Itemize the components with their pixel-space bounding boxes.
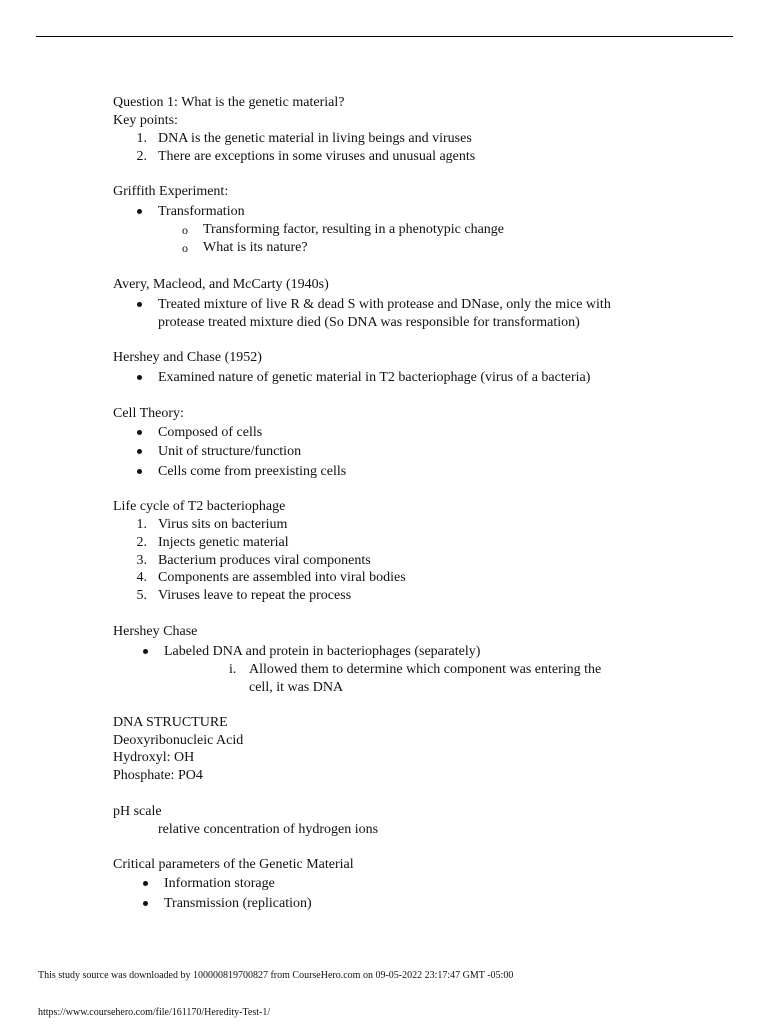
list-item: Treated mixture of live R & dead S with protease and DNase, only the mice with xyxy=(158,297,611,312)
bullet-icon xyxy=(137,449,142,454)
list-item: Information storage xyxy=(164,876,275,891)
dna-line: Hydroxyl: OH xyxy=(113,750,195,765)
list-item: Transforming factor, resulting in a phenotypic change xyxy=(203,222,505,237)
list-item: Injects genetic material xyxy=(158,535,289,550)
section-heading-cell-theory: Cell Theory: xyxy=(113,406,184,421)
header-rule xyxy=(36,36,733,37)
list-number: 3. xyxy=(136,553,147,568)
list-item: Transformation xyxy=(158,204,245,219)
section-heading-griffith: Griffith Experiment: xyxy=(113,184,229,199)
section-heading-life-cycle: Life cycle of T2 bacteriophage xyxy=(113,499,286,514)
sub-bullet-icon: o xyxy=(182,223,188,237)
list-item: Examined nature of genetic material in T2 bacteriophage (virus of a bacteria) xyxy=(158,370,591,385)
list-item: Virus sits on bacterium xyxy=(158,517,288,532)
list-number: 2. xyxy=(136,149,147,164)
list-item: Bacterium produces viral components xyxy=(158,553,371,568)
section-heading-avery: Avery, Macleod, and McCarty (1940s) xyxy=(113,277,329,292)
list-item-continuation: protease treated mixture died (So DNA was responsible for transformation) xyxy=(158,315,580,330)
bullet-icon xyxy=(137,209,142,214)
list-number: 1. xyxy=(136,131,147,146)
list-item: Components are assembled into viral bodies xyxy=(158,570,406,585)
bullet-icon xyxy=(143,901,148,906)
list-number: 1. xyxy=(136,517,147,532)
roman-numeral: i. xyxy=(229,662,237,677)
section-heading-hershey-chase: Hershey Chase xyxy=(113,624,198,639)
section-heading-ph: pH scale xyxy=(113,804,162,819)
bullet-icon xyxy=(137,302,142,307)
list-item: DNA is the genetic material in living beings and viruses xyxy=(158,131,472,146)
dna-line: Deoxyribonucleic Acid xyxy=(113,733,244,748)
section-heading-dna-structure: DNA STRUCTURE xyxy=(113,715,228,730)
source-url[interactable]: https://www.coursehero.com/file/161170/Heredity-Test-1/ xyxy=(38,1007,271,1018)
list-item: Labeled DNA and protein in bacteriophages (separately) xyxy=(164,644,481,659)
list-item-continuation: cell, it was DNA xyxy=(249,680,344,695)
sub-bullet-icon: o xyxy=(182,241,188,255)
list-item: What is its nature? xyxy=(203,240,308,255)
list-item: Transmission (replication) xyxy=(164,896,312,911)
list-number: 5. xyxy=(136,588,147,603)
bullet-icon xyxy=(137,469,142,474)
list-number: 4. xyxy=(136,570,147,585)
list-item: Unit of structure/function xyxy=(158,444,302,459)
dna-line: Phosphate: PO4 xyxy=(113,768,203,783)
ph-definition: relative concentration of hydrogen ions xyxy=(158,822,379,837)
section-heading-critical: Critical parameters of the Genetic Material xyxy=(113,857,354,872)
list-item: Composed of cells xyxy=(158,425,263,440)
download-notice: This study source was downloaded by 100000819700827 from CourseHero.com on 09-05-2022 23:17:47 GMT -05:00 xyxy=(38,970,514,981)
list-item: There are exceptions in some viruses and unusual agents xyxy=(158,149,476,164)
list-item: Allowed them to determine which component was entering the xyxy=(249,662,602,677)
bullet-icon xyxy=(137,430,142,435)
list-number: 2. xyxy=(136,535,147,550)
list-item: Cells come from preexisting cells xyxy=(158,464,347,479)
bullet-icon xyxy=(143,881,148,886)
question-title: Question 1: What is the genetic material? xyxy=(113,95,345,110)
key-points-label: Key points: xyxy=(113,113,178,128)
bullet-icon xyxy=(143,649,148,654)
bullet-icon xyxy=(137,375,142,380)
section-heading-hershey: Hershey and Chase (1952) xyxy=(113,350,262,365)
list-item: Viruses leave to repeat the process xyxy=(158,588,352,603)
